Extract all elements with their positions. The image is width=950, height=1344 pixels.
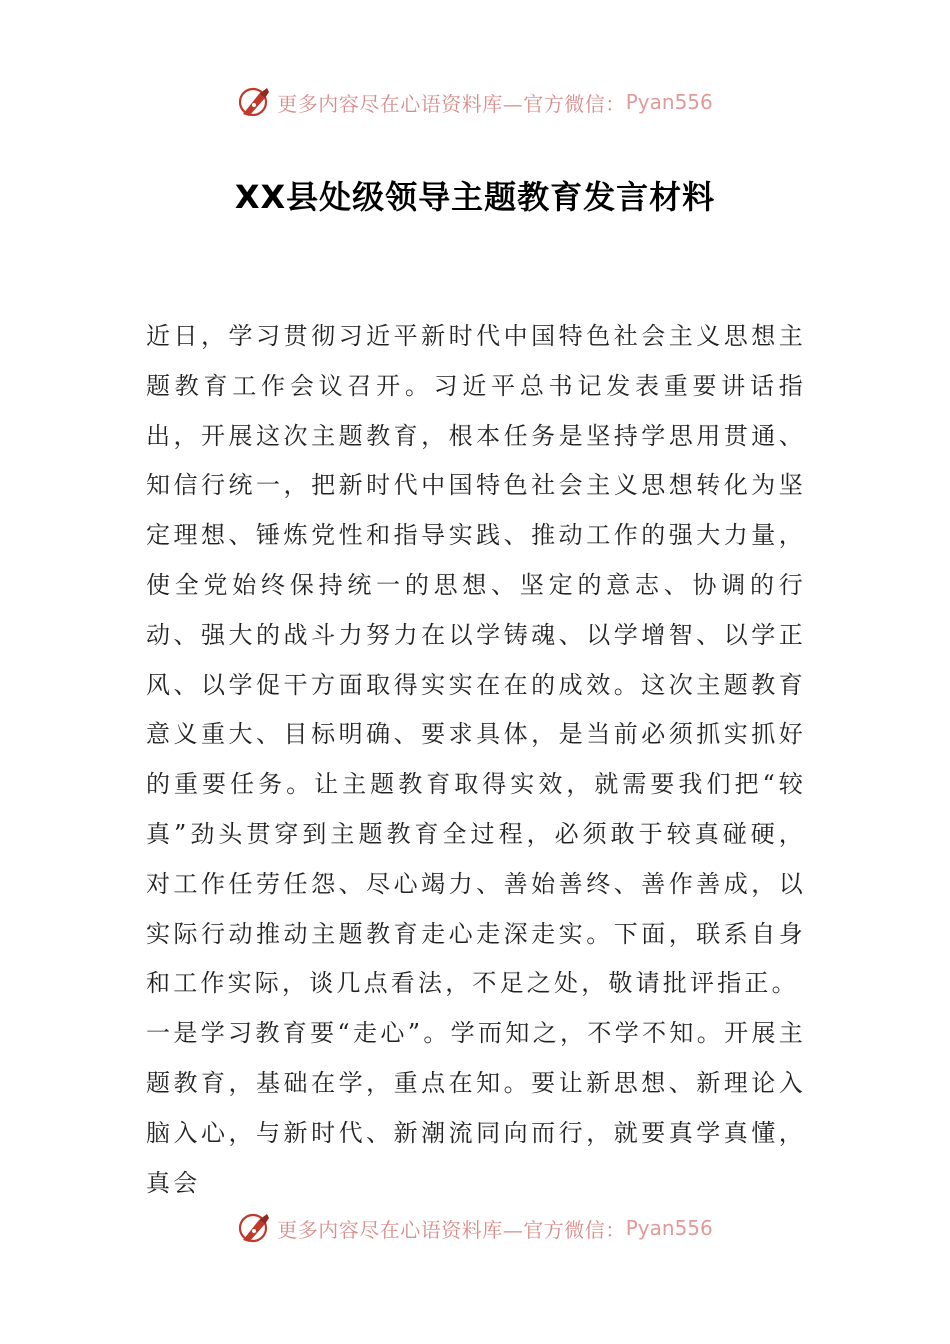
wechat-id: Pyan556 xyxy=(625,1216,713,1240)
pen-nib-logo-icon xyxy=(237,84,273,120)
document-title: XX县处级领导主题教育发言材料 xyxy=(234,178,716,216)
pen-nib-logo-icon xyxy=(237,1210,273,1246)
paragraph: 近日，学习贯彻习近平新时代中国特色社会主义思想主题教育工作会议召开。习近平总书记发表重要讲话指出，开展这次主题教育，根本任务是坚持学思用贯通、知信行统一，把新时代中国特色社会主义思想转化为坚定理想、锤炼党性和指导实践、推动工作的强大力量，使全党始终保持统一的思想、坚定的意志、协调的行动、强大的战斗力努力在以学铸魂、以学增智、以学正风、以学促干方面取得实实在在的成效。这次主题教育意义重大、目标明确、要求具体，是当前必须抓实抓好的重要任务。让主题教育取得实效，就需要我们把“较真”劲头贯穿到主题教育全过程，必须敢于较真碰硬，对工作任劳任怨、尽心竭力、善始善终、善作善成，以实际行动推动主题教育走心走深走实。下面，联系自身和工作实际，谈几点看法，不足之处，敬请批评指正。 xyxy=(146,322,806,998)
banner-text: 更多内容尽在心语资料库—官方微信： xyxy=(277,1217,626,1242)
banner-text: 更多内容尽在心语资料库—官方微信： xyxy=(277,91,626,116)
paragraph: 一是学习教育要“走心”。学而知之，不学不知。开展主题教育，基础在学，重点在知。要让新思想、新理论入脑入心，与新时代、新潮流同向而行，就要真学真懂，真会 xyxy=(146,1019,806,1197)
footer-banner xyxy=(0,1208,950,1248)
header-banner xyxy=(0,82,950,122)
wechat-id: Pyan556 xyxy=(625,90,713,114)
document-body xyxy=(146,312,806,1208)
